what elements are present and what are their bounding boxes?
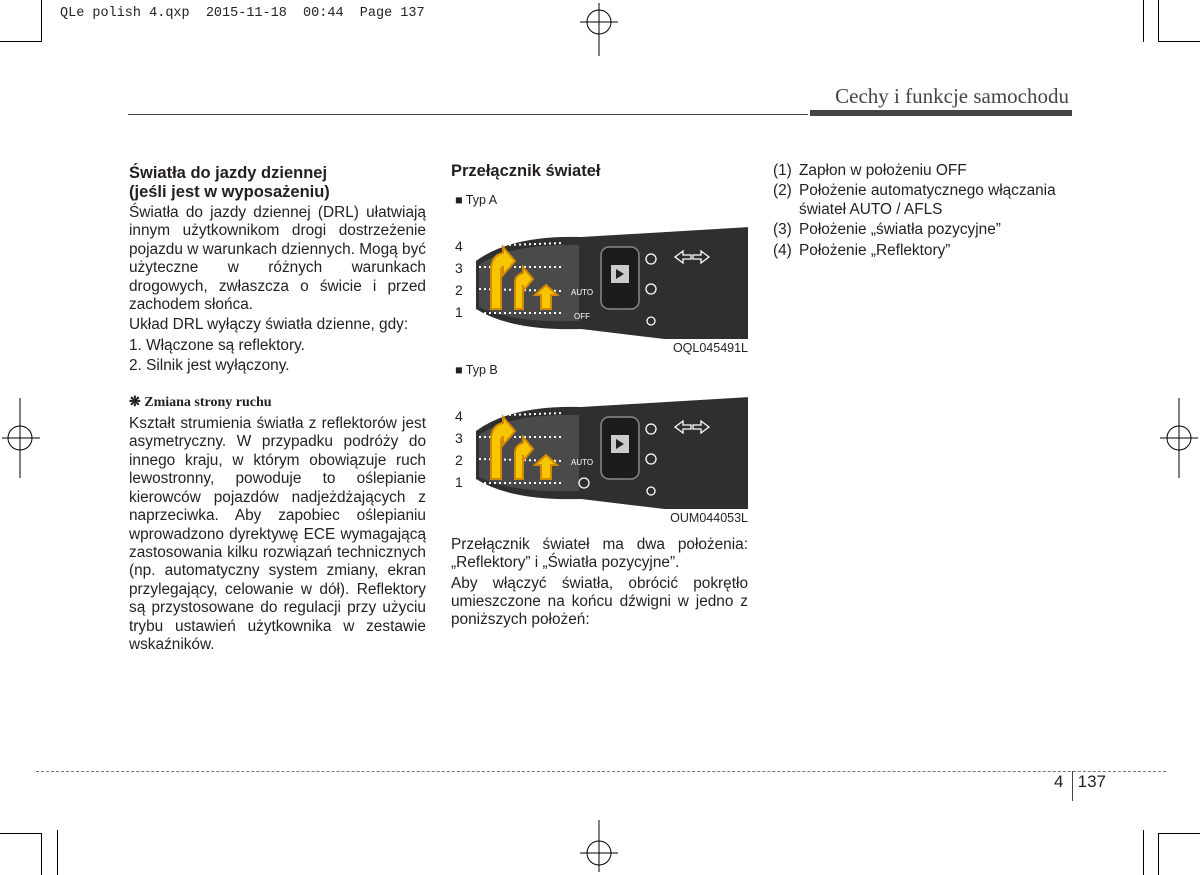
chapter-title: Cechy i funkcje samochodu <box>835 84 1069 108</box>
middle-column <box>451 162 748 630</box>
slug-file: QLe polish 4.qxp <box>60 6 190 21</box>
fig-a-num-4: 4 <box>455 238 463 254</box>
drl-paragraph: Światła do jazdy dziennej (DRL) ułatwiają innym użytkownikom drogi dostrzeżenie pojazdu w warunkach dziennych. Mogą być użyteczne w różnych warunkach drogowych, zwłaszcza o świcie i przed zachodem słońca. <box>129 204 426 314</box>
figure-b-illustration <box>451 379 748 509</box>
figure-a-code: OQL045491L <box>672 341 748 355</box>
right-column <box>773 162 1073 260</box>
section-heading-light-switch: Przełącznik świateł <box>451 162 601 180</box>
switch-paragraph-2: Aby włączyć światła, obrócić pokrętło umieszczone na końcu dźwigni w jedno z poniższych położeń: <box>451 574 748 629</box>
position-text-1: Zapłon w położeniu OFF <box>799 162 967 179</box>
position-text-4: Położenie „Reflektory” <box>799 241 951 259</box>
drl-condition-1: 1. Włączone są reflektory. <box>129 336 305 354</box>
position-num-4: (4) <box>773 241 792 259</box>
slug-time: 00:44 <box>303 6 344 21</box>
fig-b-num-4: 4 <box>455 408 463 425</box>
fig-a-num-2: 2 <box>455 282 463 298</box>
switch-paragraph-1: Przełącznik świateł ma dwa położenia: „Reflektory” i „Światła pozycyjne”. <box>451 535 748 572</box>
fig-a-position-numbers <box>455 238 463 320</box>
figure-type-b <box>451 361 748 509</box>
position-num-1: (1) <box>773 162 792 179</box>
fig-b-num-2: 2 <box>455 452 463 469</box>
header-rule <box>128 114 808 115</box>
note-heading: ❋ Zmiana strony ruchu <box>129 394 272 410</box>
drl-condition-2: 2. Silnik jest wyłączony. <box>129 357 290 375</box>
position-item-1 <box>773 162 1073 180</box>
figure-a-illustration <box>451 209 748 339</box>
position-item-3 <box>773 221 1073 239</box>
drl-condition-intro: Układ DRL wyłączy światła dzienne, gdy: <box>129 316 409 334</box>
heading-line-2: (jeśli jest w wyposażeniu) <box>129 183 330 201</box>
page-number-value: 137 <box>1077 772 1107 791</box>
figure-b-label: ■ Typ B <box>455 363 498 378</box>
figure-a-label: ■ Typ A <box>455 193 498 207</box>
footer-rule <box>36 771 1166 772</box>
position-item-4 <box>773 242 1073 260</box>
chapter-number: 4 <box>1054 772 1064 791</box>
fig-b-auto-label: AUTO <box>571 458 594 468</box>
fig-b-position-numbers <box>455 408 463 490</box>
slug-line <box>60 6 425 21</box>
section-heading-drl <box>129 164 426 202</box>
note-body: Kształt strumienia światła z reflektorów jest asymetryczny. W przypadku podróży do innego kraju, w którym obowiązuje ruch lewostronny, powoduje to oślepianie kierowców pojazdów nadjeżdżających z naprzeciwka. Aby zapobiec oślepianiu wprowadzono dyrektywę ECE wymagającą zastosowania kilku rozwiązań technicznych (np. automatyczny system zmiany, ekran przylegający, celowanie w dół). Reflektory są przystosowane do regulacji przy użyciu trybu ustawień użytkownika w zestawie wskaźników. <box>129 415 426 653</box>
position-num-2: (2) <box>773 182 792 200</box>
left-column <box>129 164 426 654</box>
fig-a-auto-label: AUTO <box>571 288 594 297</box>
fig-b-num-3: 3 <box>455 430 463 447</box>
fig-a-num-1: 1 <box>455 304 463 320</box>
position-item-2 <box>773 182 1073 219</box>
figure-b-code: OUM044053L <box>670 511 748 526</box>
heading-line-1: Światła do jazdy dziennej <box>129 164 328 182</box>
fig-a-num-3: 3 <box>455 260 463 276</box>
position-num-3: (3) <box>773 221 792 239</box>
figure-type-a <box>451 191 748 339</box>
position-text-3: Położenie „światła pozycyjne” <box>799 221 1001 239</box>
page-number <box>1054 772 1106 792</box>
slug-date: 2015-11-18 <box>205 6 287 21</box>
fig-b-num-1: 1 <box>455 474 463 491</box>
position-text-2: Położenie automatycznego włączania świateł AUTO / AFLS <box>799 182 1056 218</box>
slug-page: Page 137 <box>359 6 425 21</box>
header-rule-accent <box>810 110 1072 116</box>
fig-a-off-label: OFF <box>574 312 590 321</box>
